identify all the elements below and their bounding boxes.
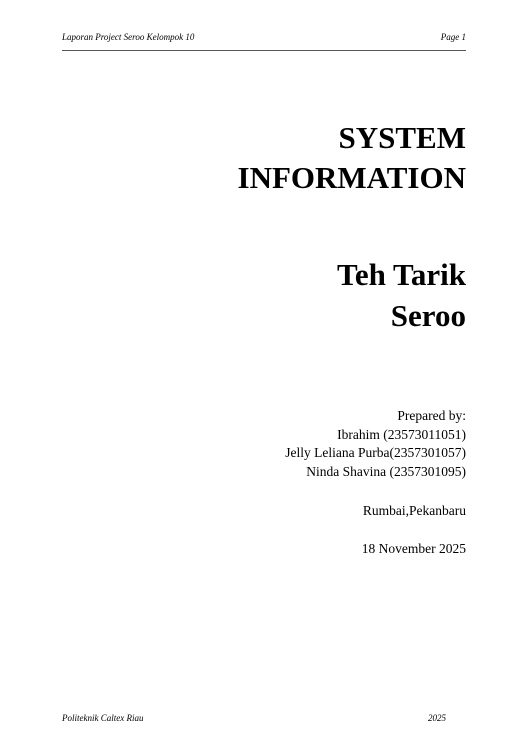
author-item: Ibrahim (23573011051) — [337, 426, 466, 442]
subtitle-line-2: Seroo — [390, 298, 466, 333]
header-page-number: Page 1 — [440, 32, 466, 42]
prepared-by-section — [106, 407, 466, 481]
document-title — [106, 118, 466, 198]
author-item: Jelly Leliana Purba(2357301057) — [285, 445, 466, 460]
footer-institution: Politeknik Caltex Riau — [62, 713, 144, 723]
footer-year: 2025 — [428, 713, 446, 723]
location-text: Rumbai,Pekanbaru — [362, 503, 466, 518]
date-text: 18 November 2025 — [361, 541, 466, 556]
document-subtitle — [106, 254, 466, 336]
page-header — [62, 32, 466, 48]
subtitle-line-1: Teh Tarik — [337, 257, 466, 292]
page-footer — [62, 713, 446, 727]
title-line-2: INFORMATION — [237, 160, 466, 195]
prepared-by-label: Prepared by: — [397, 408, 466, 423]
title-line-1: SYSTEM — [338, 120, 466, 155]
header-divider — [62, 50, 466, 51]
author-item: Ninda Shavina (2357301095) — [306, 463, 466, 479]
header-title: Laporan Project Seroo Kelompok 10 — [62, 32, 195, 42]
